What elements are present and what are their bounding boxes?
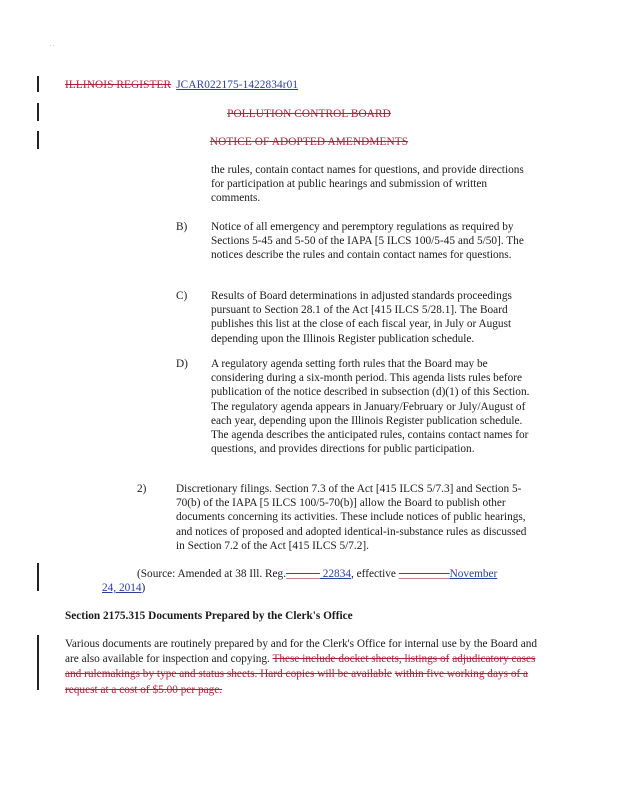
agency-name-struck: POLLUTION CONTROL BOARD <box>227 108 391 120</box>
docket-id: JCAR022175-1422834r01 <box>176 79 299 91</box>
source-note-line1 <box>137 567 547 581</box>
change-bar-register <box>37 76 39 92</box>
change-bar-source <box>37 563 39 591</box>
source-reg-blank-struck: ______ <box>286 568 320 580</box>
section-struck-line1: These include docket sheets, listings of <box>272 653 450 666</box>
section-heading: Section 2175.315 Documents Prepared by the Clerk's Office <box>65 610 353 622</box>
source-date-day-year: 24, 2014 <box>102 582 142 594</box>
source-note-line2 <box>102 581 145 595</box>
section-paragraph <box>65 637 545 698</box>
corner-marks: · · <box>50 44 55 49</box>
section-struck-line2: adjudicatory cases and rulemakings by type and status sheets. Hard copies will be available <box>65 653 536 681</box>
item-2-label: 2) <box>137 483 147 495</box>
source-date-month: November <box>449 568 498 580</box>
item-c-label: C) <box>176 290 188 302</box>
item-b-text: Notice of all emergency and peremptory regulations as required by Sections 5-45 and 5-50 of the IAPA [5 ILCS 100/5-45 and 5/50]. The notices describe the rules and contain contact names for questions. <box>211 221 524 262</box>
source-reg-number: 22834 <box>319 568 351 580</box>
register-title-struck: ILLINOIS REGISTER <box>65 79 172 91</box>
source-date-blank-struck: _________ <box>398 568 450 580</box>
source-prefix: (Source: Amended at 38 Ill. Reg. <box>137 568 287 580</box>
item-d-text: A regulatory agenda setting forth rules that the Board may be considering during a six-month period. This agenda lists rules before publication of the notice described in subsection (d)(1) of this Section. The regulatory agenda appears in January/February or July/August of each year, depending upon the Illinois Register publication schedule. The agenda describes the anticipated rules, contains contact names for questions, and provides directions for public participation. <box>211 358 530 456</box>
change-bar-section <box>37 635 39 690</box>
section-struck-line3: within five working days of a request at a cost of $5.00 per page. <box>65 668 529 696</box>
notice-title <box>0 135 618 149</box>
item-d-label: D) <box>176 358 188 370</box>
section-text: Various documents are routinely prepared by and for the Clerk's Office for internal use by the Board and are also available for inspection and copying. <box>65 638 538 666</box>
source-suffix: ) <box>141 582 146 594</box>
notice-title-struck: NOTICE OF ADOPTED AMENDMENTS <box>209 136 409 148</box>
item-c-text: Results of Board determinations in adjusted standards proceedings pursuant to Section 28.1 of the Act [415 ILCS 5/28.1]. The Board publishes this list at the close of each fiscal year, in July or August depending upon the Illinois Register publication schedule. <box>211 290 512 345</box>
continuation-paragraph: the rules, contain contact names for questions, and provide directions for participation at public hearings and submission of written comments. <box>211 164 524 205</box>
item-b-label: B) <box>176 221 188 233</box>
source-effective: , effective <box>351 568 399 580</box>
running-header <box>65 78 298 92</box>
item-2-text: Discretionary filings. Section 7.3 of the Act [415 ILCS 5/7.3] and Section 5-70(b) of the IAPA [5 ILCS 100/5-70(b)] allow the Board to publish other documents concerning its activities. These include notices of public hearings, and notices of proposed and adopted identical-in-substance rules as discussed in Section 7.2 of the Act [415 ILCS 5/7.2]. <box>176 483 527 552</box>
agency-name <box>0 107 618 121</box>
